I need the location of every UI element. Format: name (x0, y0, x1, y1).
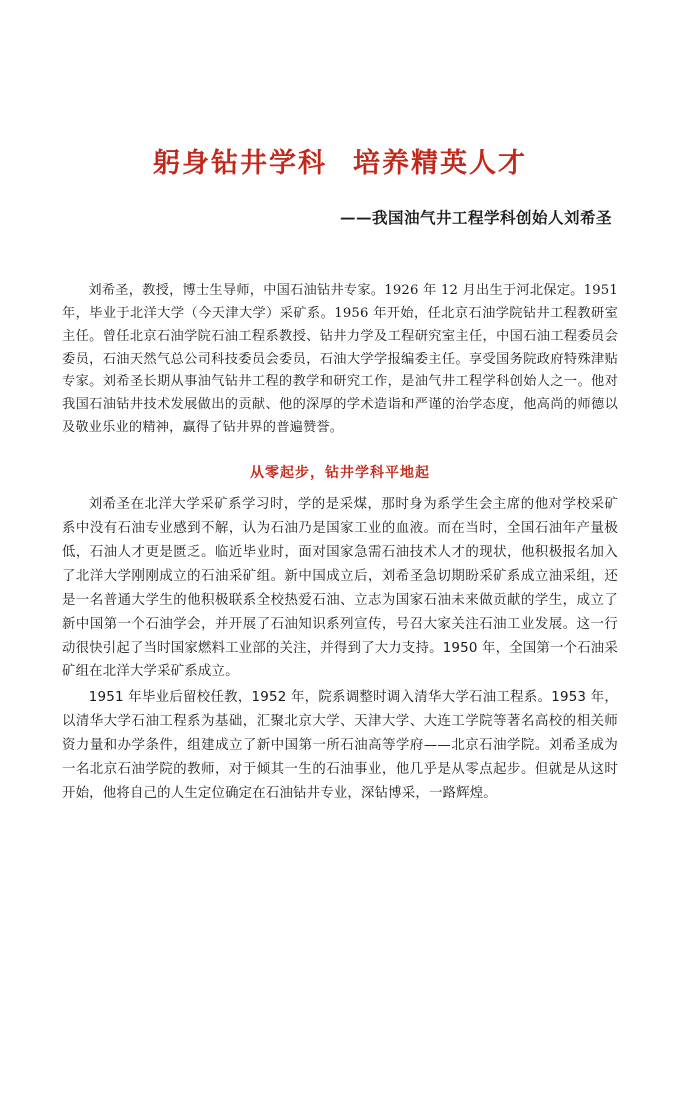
document-page (0, 148, 680, 1093)
body-block-two (62, 493, 618, 805)
paragraph-2: 1951 年毕业后留校任教，1952 年，院系调整时调入清华大学石油工程系。1953 年，以清华大学石油工程系为基础，汇聚北京大学、天津大学、大连工学院等著名高校的相关师资力量和办学条件，组建成立了新中国第一所石油高等学府——北京石油学院。刘希圣成为一名北京石油学院的教师，对于倾其一生的石油事业，他几乎是从零点起步。但就是从这时开始，他将自己的人生定位确定在石油钻井专业，深钻博采，一路辉煌。 (62, 690, 618, 801)
title-part-one: 躬身钻井学科 (153, 148, 327, 179)
paragraph-intro: 刘希圣，教授，博士生导师，中国石油钻井专家。1926 年 12 月出生于河北保定。1951 年，毕业于北洋大学（今天津大学）采矿系。1956 年开始，任北京石油学院钻井工程教研室主任。曾任北京石油学院石油工程系教授、钻井力学及工程研究室主任，中国石油工程委员会委员，石油天然气总公司科技委员会委员，石油大学学报编委主任。享受国务院政府特殊津贴专家。刘希圣长期从事油气钻井工程的教学和研究工作，是油气井工程学科创始人之一。他对我国石油钻井技术发展做出的贡献、他的深厚的学术造诣和严谨的治学态度，他高尚的师德以及敬业乐业的精神，赢得了钻井界的普遍赞誉。 (62, 283, 618, 435)
title-part-two: 培养精英人才 (353, 148, 527, 179)
paragraph-1: 刘希圣在北洋大学采矿系学习时，学的是采煤，那时身为系学生会主席的他对学校采矿系中没有石油专业感到不解，认为石油乃是国家工业的血液。而在当时，全国石油年产量极低，石油人才更是匮乏。临近毕业时，面对国家急需石油技术人才的现状，他积极报名加入了北洋大学刚刚成立的石油采矿组。新中国成立后，刘希圣急切期盼采矿系成立油采组，还是一名普通大学生的他积极联系全校热爱石油、立志为国家石油未来做贡献的学生，成立了新中国第一个石油学会，并开展了石油知识系列宣传，号召大家关注石油工业发展。这一行动很快引起了当时国家燃料工业部的关注，并得到了大力支持。1950 年，全国第一个石油采矿组在北洋大学采矿系成立。 (62, 497, 618, 680)
page-title (62, 148, 618, 180)
page-subtitle: ——我国油气井工程学科创始人刘希圣 (339, 208, 612, 228)
section-heading: 从零起步，钻井学科平地起 (250, 465, 430, 482)
document-body (62, 280, 618, 805)
